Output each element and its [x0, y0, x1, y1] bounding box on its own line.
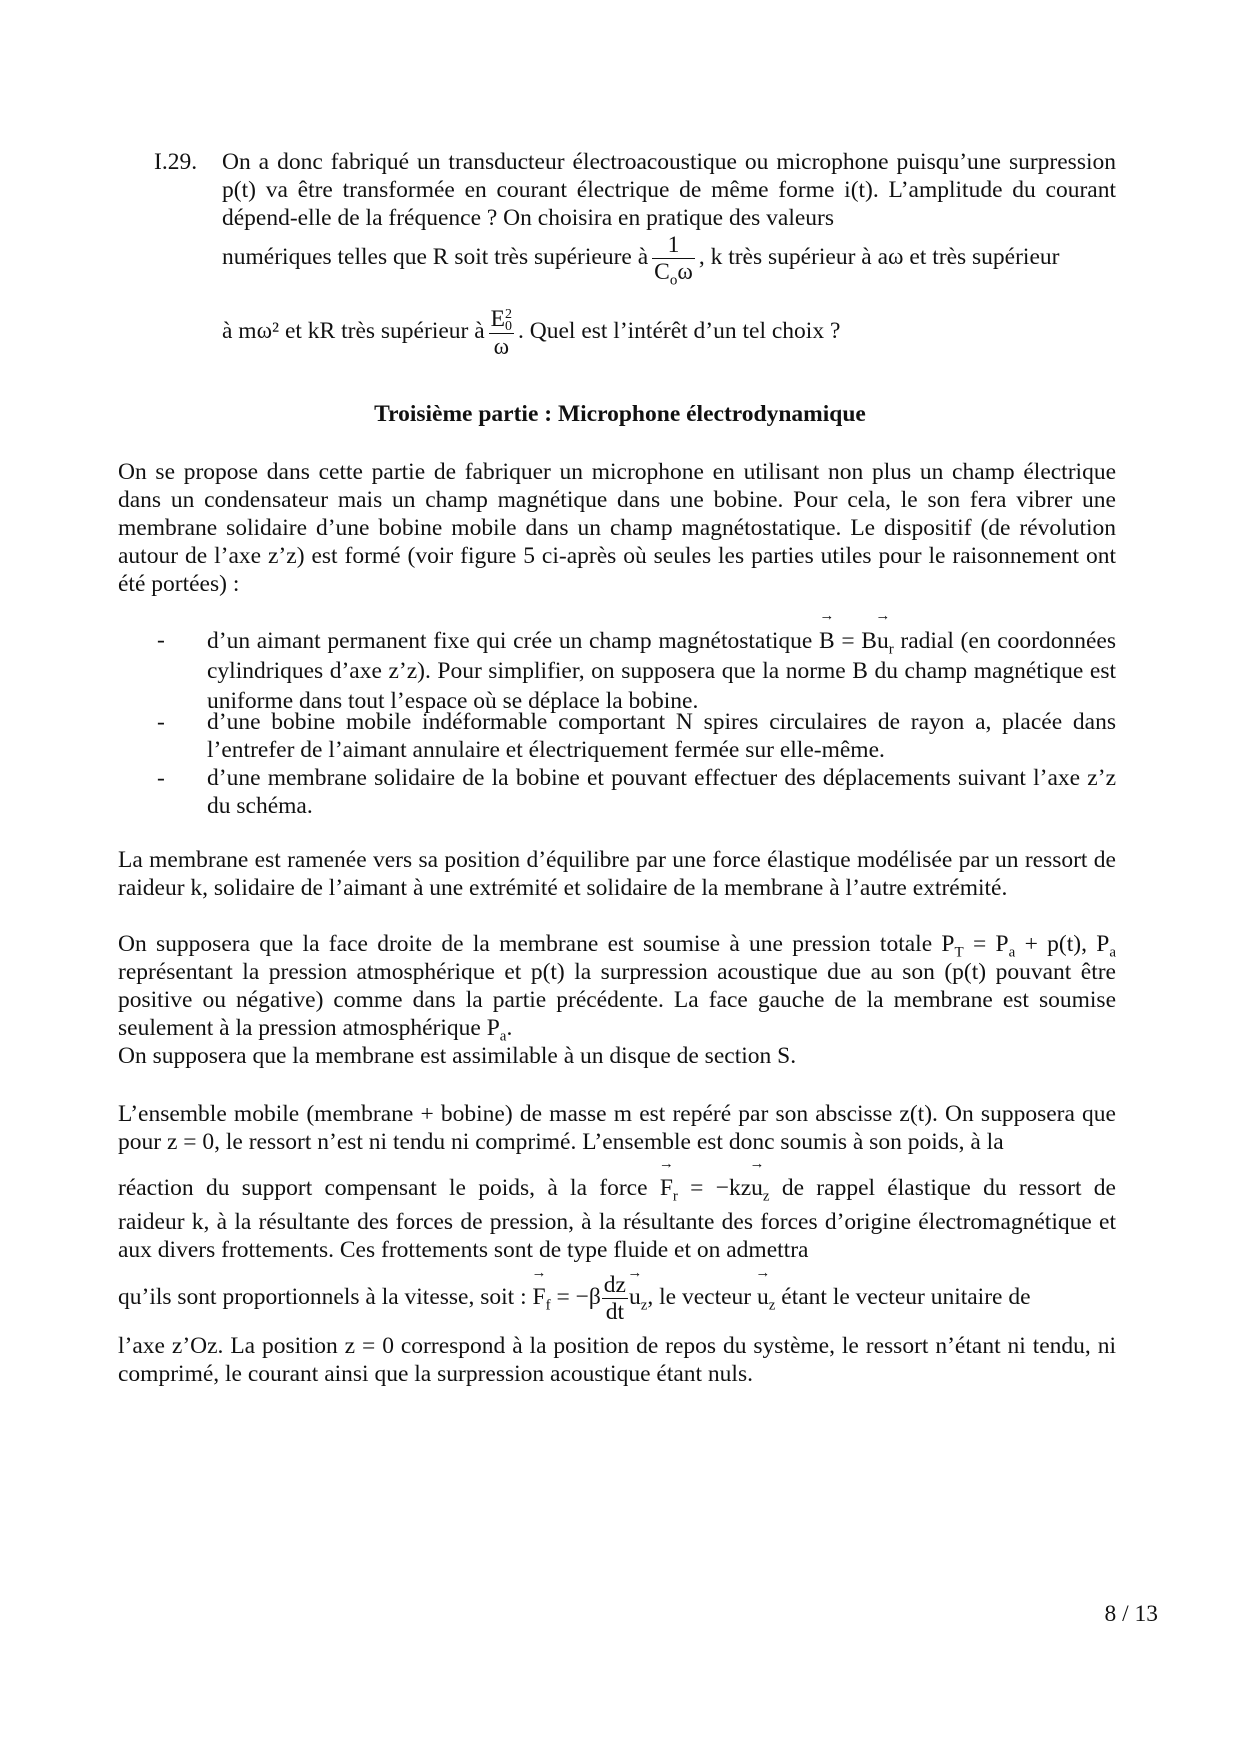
fraction-numerator: dz — [603, 1272, 626, 1298]
list-dash: - — [157, 765, 165, 791]
vector-f: → F — [660, 1174, 673, 1202]
vector-u: → u — [751, 1174, 763, 1202]
intro-paragraph: On se propose dans cette partie de fabriquer un microphone en utilisant non plus un champ électrique dans un condensateur mais un champ magnétique dans une bobine. Pour cela, le son fera vibrer une membrane solidaire d’une bobine mobile dans un champ magnétostatique. Le dispositif (de révolution autour de l’axe z’z) est formé (voir figure 5 ci-après où seules les parties utiles pour le raisonnement ont été portées) : — [118, 459, 1116, 597]
section-title: Troisième partie : Microphone électrodynamique — [374, 401, 866, 427]
paragraph-text: qu’ils sont proportionnels à la vitesse, soit : — [118, 1283, 527, 1310]
superscript-2: 2 — [505, 306, 513, 322]
subscript-t: T — [954, 944, 964, 961]
list-dash: - — [157, 627, 165, 653]
question-text — [222, 148, 1116, 232]
fraction-e0-squared-over-omega — [489, 306, 514, 360]
paragraph-text: + p(t), P — [1015, 931, 1110, 957]
symbol-e: E — [490, 306, 506, 332]
question-text-fragment: numériques telles que R soit très supérieure à — [222, 243, 649, 270]
subscript-a: a — [1109, 944, 1116, 961]
disk-paragraph: On supposera que la membrane est assimilable à un disque de section S. — [118, 1043, 797, 1069]
subscript-z: z — [762, 1188, 770, 1205]
paragraph-text: réaction du support compensant le poids, à la force — [118, 1175, 648, 1201]
fraction-one-over-c0-omega — [652, 232, 695, 289]
question-formula-line-2 — [222, 306, 1122, 360]
list-item-coil: d’une bobine mobile indéformable comportant N spires circulaires de rayon a, placée dans l’entrefer de l’aimant annulaire et électriquement fermée sur elle-même. — [207, 709, 1116, 763]
list-dash: - — [157, 709, 165, 735]
question-number: I.29. — [154, 149, 198, 175]
fraction-numerator — [489, 306, 514, 334]
equation-text: = −kz — [677, 1175, 752, 1201]
subscript-r: r — [888, 641, 894, 658]
vector-u: → u — [757, 1283, 769, 1311]
question-text-fragment: , k très supérieur à aω et très supérieur — [698, 243, 1060, 270]
subscript-a: a — [1008, 944, 1016, 961]
vector-b: → B — [819, 626, 835, 656]
paragraph-text: étant le vecteur unitaire de — [775, 1283, 1031, 1310]
subscript-z: z — [640, 1297, 648, 1314]
friction-formula-line — [118, 1272, 1116, 1325]
subscript-f: f — [545, 1297, 551, 1314]
symbol-c: C — [654, 259, 670, 285]
spring-paragraph: La membrane est ramenée vers sa position d’équilibre par une force élastique modélisée par un ressort de raideur k, solidaire de l’aimant à une extrémité et solidaire de la membrane à l’autre extrémité. — [118, 847, 1116, 901]
subscript-o: o — [669, 272, 678, 289]
fraction-numerator: 1 — [652, 232, 695, 259]
pressure-paragraph — [118, 930, 1116, 1045]
symbol-omega: ω — [677, 259, 693, 285]
question-text-fragment: à mω² et kR très supérieur à — [222, 318, 485, 345]
paragraph-text: , le vecteur — [647, 1283, 752, 1310]
list-item-magnet — [207, 626, 1116, 716]
subscript-z: z — [768, 1297, 776, 1314]
mobile-assembly-paragraph: L’ensemble mobile (membrane + bobine) de masse m est repéré par son abscisse z(t). On supposera que pour z = 0, le ressort n’est ni tendu ni comprimé. L’ensemble est donc soumis à son poids, à la — [118, 1101, 1116, 1155]
paragraph-text: On supposera que la face droite de la membrane est soumise à une pression totale P — [118, 931, 955, 957]
rest-position-paragraph: l’axe z’Oz. La position z = 0 correspond à la position de repos du système, le ressort n’étant ni tendu, ni comprimé, le courant ainsi que la surpression acoustique étant nuls. — [118, 1333, 1116, 1387]
vector-u: → u — [629, 1283, 641, 1311]
paragraph-text: de rappel élastique du ressort de — [769, 1175, 1116, 1201]
question-formula-line-1 — [222, 232, 1122, 289]
question-text-fragment: . Quel est l’intérêt d’un tel choix ? — [518, 318, 841, 345]
paragraph-text: représentant la pression atmosphérique et p(t) la surpression acoustique due au son (p(t) pouvant être positive ou négative) comme dans la partie précédente. La face gauche de la membrane est soumise seulement à la pression atmosphérique P — [118, 959, 1116, 1041]
vector-f: → F — [532, 1283, 545, 1311]
subscript-0: 0 — [505, 318, 513, 334]
paragraph-text: = P — [963, 931, 1009, 957]
question-paragraph: On a donc fabriqué un transducteur électroacoustique ou microphone puisqu’une surpression p(t) va être transformée en courant électrique de même forme i(t). L’amplitude du courant dépend-elle de la fréquence ? On choisira en pratique des valeurs — [222, 149, 1116, 231]
list-item-text: d’un aimant permanent fixe qui crée un champ magnétostatique — [207, 628, 813, 654]
fraction-denominator — [652, 259, 695, 289]
equation-text: = B — [834, 628, 877, 654]
fraction-dz-dt — [602, 1272, 628, 1325]
list-item-membrane: d’une membrane solidaire de la bobine et pouvant effectuer des déplacements suivant l’axe z’z du schéma. — [207, 765, 1116, 819]
fraction-denominator: ω — [493, 333, 510, 360]
paragraph-text: . — [506, 1015, 513, 1041]
vector-u: → u — [877, 626, 889, 656]
subscript-a: a — [499, 1028, 507, 1045]
equation-text: = −β — [550, 1283, 601, 1310]
fraction-denominator: dt — [605, 1299, 625, 1325]
subscript-r: r — [672, 1188, 678, 1205]
spring-force-line — [118, 1174, 1116, 1205]
list-item-text: radial (en coordonnées cylindriques d’axe z’z). Pour simplifier, on supposera que la norme B du champ magnétique est uniforme dans tout l’espace où se déplace la bobine. — [207, 628, 1116, 714]
forces-paragraph: raideur k, à la résultante des forces de pression, à la résultante des forces d’origine électromagnétique et aux divers frottements. Ces frottements sont de type fluide et on admettra — [118, 1209, 1116, 1263]
page-number: 8 / 13 — [1104, 1601, 1158, 1627]
